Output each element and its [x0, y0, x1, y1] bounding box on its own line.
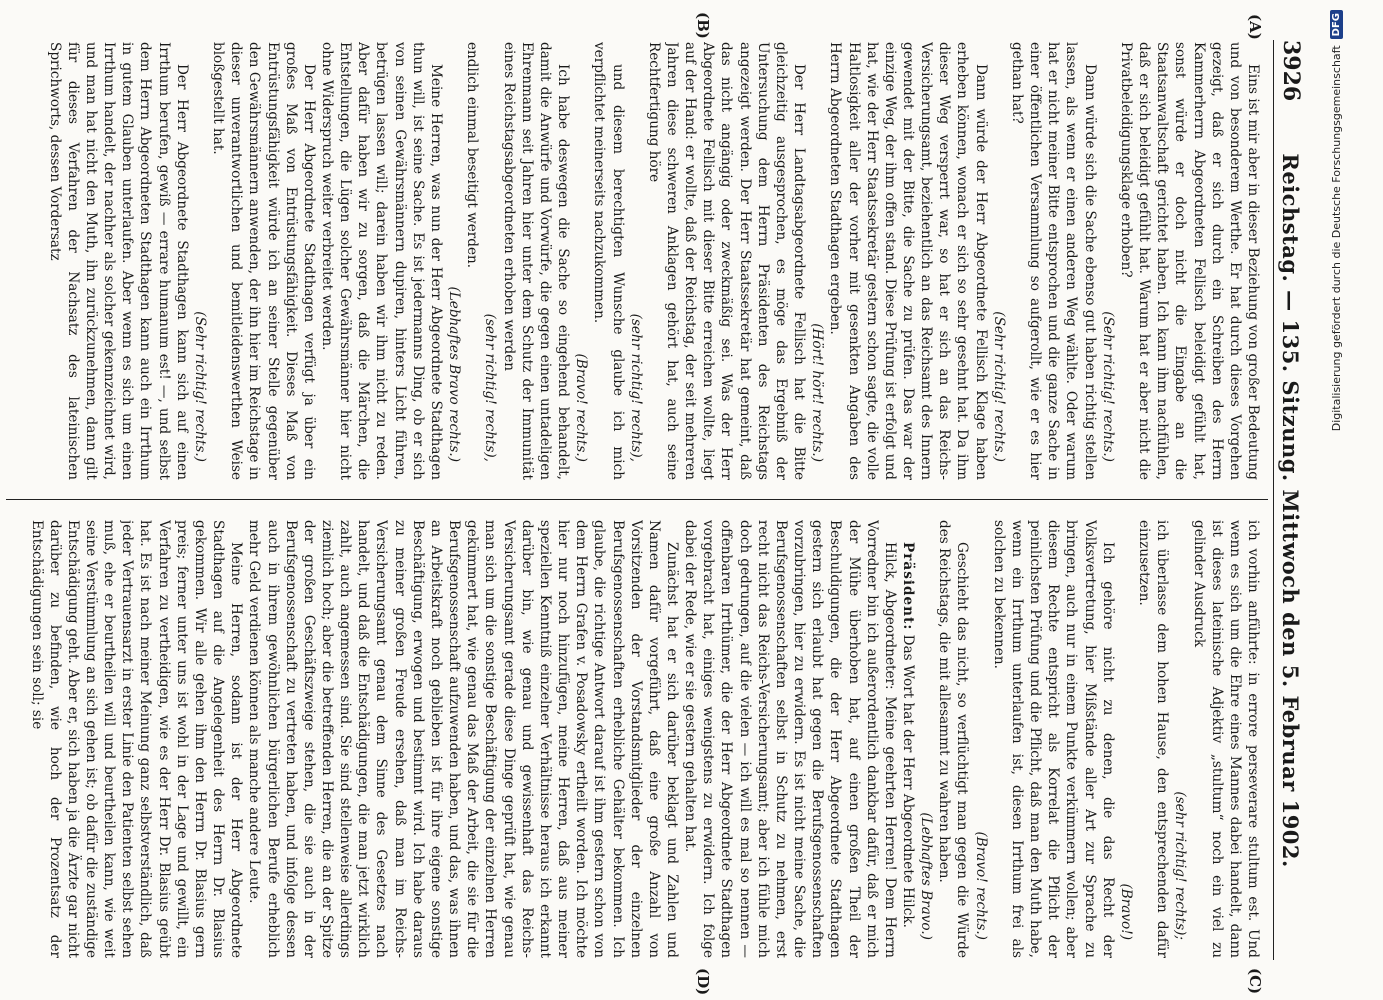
- paragraph: Meine Herren, sodann ist der Herr Abgeordnete Stadthagen auf die Angelegenheit des Herrn Dr. Blasius gekommen. Wir alle gehen ihm den Herrn Dr. Blasius gern preis; ferner unter uns ist wohl in der Lage und gewillt, ein Verfahren zu vertheidigen, wie es der Herr Dr. Blasius geübt hat. Es ist nach meiner Meinung ganz selbstverständlich, daß jeder Vertrauensarzt in erster Linie den Patienten selbst sehen muß, ehe er beurtheilen will und beurtheilen kann, wie weit seine Verstümmlung an sich gehen ist; ob dafür die zuständige Entschädigung geht. Aber er, sich haben ja die Ärzte gar nicht darüber zu befinden, wie hoch der Prozentsatz der Entschädigungen sein soll; sie: [28, 520, 245, 958]
- paragraph: Der Herr Abgeordnete Stadthagen kann sich auf einen Irrthum berufen, gewiß — errare humanum est! —, und selbst dem Herrn Abgeordneten Stadthagen kann auch ein Irrthum in gutem Glauben unterlaufen. Aber wenn es sich um einen Irrthum handelt, der nachher als solcher gekennzeichnet wird, und man hat nicht den Muth, ihn zurückzunehmen, dann gilt für dieses Verfahren der Nachsatz des lateinischen Sprichworts, dessen Vordersatz: [46, 42, 190, 480]
- paragraph: Der Herr Landtagsabgeordnete Fellisch hat die Bitte gleichzeitig ausgesprochen, es möge das Ergebniß der Untersuchung dem Herrn Präsidenten des Reichstags angezeigt werden. Der Herr Staatssekretär hat gemeint, daß das nicht angängig oder zweckmäßig sei. Was der Herr Abgeordnete Fellisch mit dieser Bitte erreichen wollte, liegt auf der Hand: er wollte, daß der Reichstag, der seit mehreren Jahren diese schweren Anklagen gehört hat, auch seine Rechtfertigung höre: [645, 42, 808, 480]
- paragraph: Zunächst hat er sich darüber beklagt und Zahlen und Namen dafür vorgeführt, daß eine große Anzahl von Vorsitzenden der Vorstandsmitglieder der einzelnen Berufsgenossenschaften erhebliche Gehälter bekommen. Ich glaube, die richtige Antwort darauf ist ihm gestern schon von dem Herrn Grafen v. Posadowsky ertheilt worden. Ich möchte hier nur noch hinzufügen, meine Herren, daß aus meiner speziellen Kenntniß einzelner Verhältnisse heraus ich erkannt darüber bin, wie genau und gewissenhaft das Reichs-Versicherungsamt gerade diese Dinge geprüft hat, wie genau man sich um die sonstige Beschäftigung der einzelnen Herren gekümmert hat, wie genau das Maß der Arbeit, die sie für die Berufsgenossenschaft aufzuwenden haben, und das, was ihnen an Arbeitskraft noch geblieben ist für ihre eigene sonstige Beschäftigung, erwogen und bestimmt wird. Ich habe daraus zu meiner großen Freude ersehen, daß man im Reichs-Versicherungsamt genau dem Sinne des Gesetzes nach handelt, und daß die Entschädigungen, die man jetzt wirklich zahlt, auch angemessen sind. Sie sind stellenweise allerdings ziemlich hoch; aber die betreffenden Herren, die an der Spitze der großen Geschäftszweige stehen, die sie auch in der Berufsgenossenschaft zu vertreten haben, und infolge dessen auch in ihrem gewöhnlichen bürgerlichen Berufe erheblich mehr Geld verdienen können als manche andere Leute.: [246, 520, 680, 958]
- paragraph: Dann würde der Herr Abgeordnete Fellisch Klage haben erheben können, wonach er sich so sehr gesehnt hat. Da ihm dieser Weg versperrt war, so hat er sich an das Reichs-Versicherungsamt, beziehentlich an das Reichsamt des Innern gewendet mit der Bitte, die Sache zu prüfen. Das war der einzige Weg, der ihm offen stand. Diese Prüfung ist erfolgt und hat, wie der Herr Staatssekretär gestern schon sagte, die volle Haltlosigkeit aller der vorher mit gesenkten Angaben des Herrn Abgeordneten Stadthagen ergeben.: [827, 42, 989, 480]
- paragraph: Ich habe deswegen die Sache so eingehend behandelt, damit die Anwürfe und Vorwürfe, die gegen einen untadeligen Ehrenmann seit Jahren hier unter dem Schutz der Immunität eines Reichstagsabgeordneten erhoben werden: [500, 42, 572, 480]
- digitization-credit-text: Digitalisierung gefördert durch die Deutsche Forschungsgemeinschaft: [1329, 45, 1343, 432]
- dfg-logo: DFG: [1330, 10, 1343, 39]
- margin-letter-a: (A): [1246, 14, 1264, 40]
- stage-direction: (Bravo!): [1117, 883, 1134, 940]
- paragraph: Ich gehöre nicht zu denen, die das Recht der Volksvertretung, hier Mißstände aller Art zur Sprache zu bringen, auch nur in einem Punkte verkümmern wollen; aber diesem Rechte entspricht als Korrelat die Pflicht der peinlichsten Prüfung und die Pflicht, daß man den Muth habe, wenn ein Irrthum unterlaufen ist, diesen Irrthum frei als solchen zu bekennen.: [990, 520, 1116, 958]
- paragraph: Dann würde sich die Sache ebenso gut haben richtig stellen lassen, als wenn er einen anderen Weg wählte. Oder warum hat er nicht meiner Bitte entsprochen und die ganze Sache in einer öffentlichen Versammlung so aufgerollt, wie er es hier gethan hat?: [1008, 42, 1098, 480]
- stage-direction: (sehr richtig! rechts);: [1172, 791, 1189, 940]
- left-text-column: [17, 42, 1262, 480]
- margin-letter-c: (C): [1246, 968, 1264, 995]
- digitization-credit: [1326, 0, 1346, 1000]
- paragraph-continuation: ich überlasse dem hohen Hause, den entsprechenden dafür einzusetzen.: [1136, 520, 1171, 958]
- page-number: 3926: [1278, 40, 1304, 102]
- stage-direction: (sehr richtig! rechts),: [482, 313, 499, 462]
- right-text-column: [17, 520, 1262, 958]
- paragraph-continuation: ich vorhin anführte: in errore perseverare stultum est. Und wenn es sich um die Ehre eines Mannes dabei handelt, dann ist dieses lateinische Adjektiv „stultum“ noch ein viel zu gelinder Ausdruck: [1190, 520, 1261, 958]
- paragraph: und diesem berechtigten Wunsche glaube ich mich verpflichtet meinerseits nachzukommen.: [591, 42, 626, 480]
- paragraph: Geschieht das nicht, so verflüchtigt man gegen die Würde des Reichstags, die mit allesammt zu wahren haben.: [936, 520, 971, 958]
- stage-direction: (Lebhaftes Bravo rechts.): [446, 286, 463, 462]
- paragraph: Der Herr Abgeordnete Stadthagen verfügt ja über ein großes Maß von Entrüstungsfähigkeit. Dieses Maß von Entrüstungsfähigkeit würde ich an seiner Stelle gegenüber den Gewährsmännern anwenden, der ihn hier im Reichstage in dieser unverantwortlichen und bemitleidenswerthen Weise bloßgestellt hat.: [210, 42, 317, 480]
- stage-direction: (Bravo! rechts.): [972, 831, 989, 940]
- running-title: Reichstag. — 135. Sitzung. Mittwoch den 5. Februar 1902.: [1278, 153, 1304, 868]
- paragraph-continuation: endlich einmal beseitigt werden.: [464, 42, 481, 269]
- column-divider: [6, 499, 1268, 500]
- stage-direction: (Sehr richtig! rechts.): [1099, 311, 1116, 462]
- stage-direction: (Sehr richtig! rechts.): [191, 311, 208, 462]
- stage-direction: (Sehr richtig! rechts.): [990, 311, 1007, 462]
- margin-letter-b: (B): [694, 12, 712, 39]
- stage-direction: (sehr richtig! rechts),: [627, 313, 644, 462]
- speaker-label: Präsident:: [900, 542, 917, 631]
- stage-direction: (Bravo! rechts.): [573, 353, 590, 462]
- paragraph: Eins ist mir aber in dieser Beziehung von großer Bedeutung und von besonderem Werthe. Er hat durch dieses Vorgehen gezeigt, daß er sich durch ein Schreiben des Herrn Kammerherrn Abgeordneten Fellisch beleidigt gefühlt hat, sonst würde er doch nicht die Eingabe an die Staatsanwaltschaft gerichtet haben. Ich kann ihm nachfühlen, daß er sich beleidigt gefühlt hat. Warum hat er aber nicht die Privatbeleidigungsklage erhoben?: [1117, 42, 1261, 480]
- stage-direction: (Lebhaftes Bravo.): [918, 812, 935, 940]
- margin-letter-d: (D): [694, 968, 712, 996]
- paragraph: Hilck, Abgeordneter: Meine geehrten Herren! Dem Herrn Vorredner bin ich außerordentlich dankbar dafür, daß er mich der Mühe überhoben hat, auf einen großen Theil der Beschuldigungen, die der Herr Abgeordnete Stadthagen gestern sich erlaubt hat gegen die Berufsgenossenschaften vorzubringen, hier zu erwidern. Es ist nicht meine Sache, die Berufsgenossenschaften selbst in Schutz zu nehmen, erst recht nicht das Reichs-Versicherungsamt; aber ich fühle mich doch gedrungen, auf die vielen — ich will es mal so nennen — offenbaren Irrthümer, die der Herr Abgeordnete Stadthagen vorgebracht hat, einiges wenigstens zu erwidern. Ich folge dabei der Rede, wie er sie gestern gehalten hat.: [682, 520, 898, 958]
- stage-direction: (Hört! hört! rechts.): [809, 323, 826, 462]
- paragraph: Meine Herren, was nun der Herr Abgeordnete Stadthagen thun will, ist seine Sache. Es ist jedermanns Ding, ob er sich von seinen Gewährsmännern dupiren, hinters Licht führen, betrügen lassen will; darein haben wir ihm nicht zu reden. Aber dafür haben wir zu sorgen, daß die Märchen, die Entstellungen, die Lügen solcher Gewährsmänner hier nicht ohne Widerspruch weiter verbreitet werden.: [319, 42, 444, 480]
- paragraph: Präsident: Das Wort hat der Herr Abgeordnete Hilck.: [900, 542, 917, 928]
- page-header: [1273, 40, 1308, 960]
